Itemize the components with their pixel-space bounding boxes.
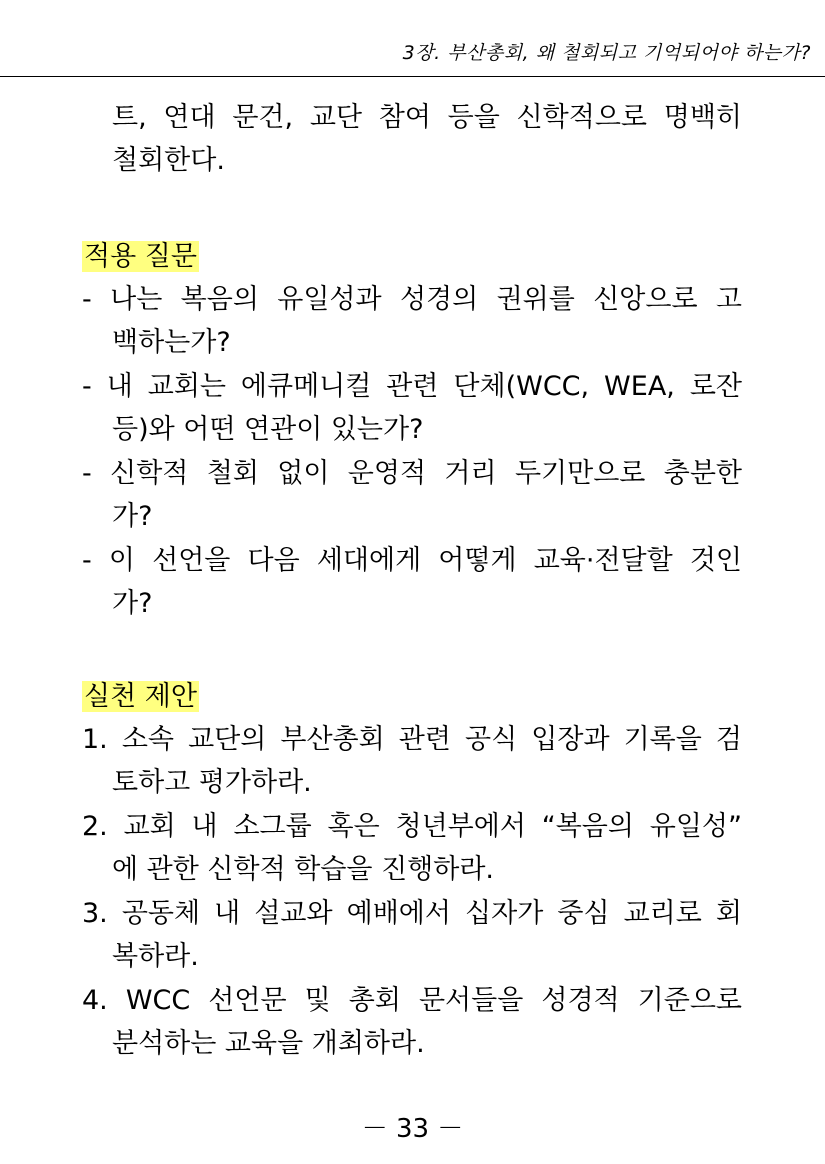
page-body <box>82 96 742 1066</box>
proposal-line-2: 복하라. <box>112 941 199 972</box>
proposal-item <box>82 805 742 891</box>
questions-list <box>82 278 742 625</box>
question-item <box>82 278 742 364</box>
proposal-line-1: 3. 공동체 내 설교와 예배에서 십자가 중심 교리로 회 <box>82 898 742 929</box>
question-line-2: 가? <box>112 588 153 619</box>
proposal-item <box>82 718 742 804</box>
question-item <box>82 452 742 538</box>
question-line-1: - 내 교회는 에큐메니컬 관련 단체(WCC, WEA, 로잔 <box>82 371 742 402</box>
question-line-1: - 나는 복음의 유일성과 성경의 권위를 신앙으로 고 <box>82 284 742 315</box>
page-number: － 33 － <box>361 1114 464 1144</box>
proposals-list <box>82 718 742 1065</box>
question-line-1: - 이 선언을 다음 세대에게 어떻게 교육·전달할 것인 <box>82 545 742 576</box>
question-item <box>82 365 742 451</box>
question-item <box>82 539 742 625</box>
proposal-line-1: 2. 교회 내 소그룹 혹은 청년부에서 “복음의 유일성” <box>82 811 742 842</box>
proposal-line-2: 분석하는 교육을 개최하라. <box>112 1028 425 1059</box>
intro-line-1: 트, 연대 문건, 교단 참여 등을 신학적으로 명백히 <box>112 102 742 133</box>
proposal-item <box>82 892 742 978</box>
header-rule <box>0 76 825 77</box>
intro-line-2: 철회한다. <box>112 145 225 176</box>
question-line-2: 가? <box>112 501 153 532</box>
running-header: 3장. 부산총회, 왜 철회되고 기억되어야 하는가? <box>402 42 811 64</box>
question-line-2: 등)와 어떤 연관이 있는가? <box>112 414 424 445</box>
proposal-line-1: 4. WCC 선언문 및 총회 문서들을 성경적 기준으로 <box>82 985 742 1016</box>
proposal-line-2: 토하고 평가하라. <box>112 767 312 798</box>
proposals-heading-row <box>82 675 742 718</box>
question-line-1: - 신학적 철회 없이 운영적 거리 두기만으로 충분한 <box>82 458 742 489</box>
question-line-2: 백하는가? <box>112 327 231 358</box>
questions-heading: 적용 질문 <box>84 241 197 272</box>
proposals-heading: 실천 제안 <box>84 681 197 712</box>
questions-heading-row <box>82 235 742 278</box>
intro-paragraph <box>82 96 742 182</box>
proposal-line-2: 에 관한 신학적 학습을 진행하라. <box>112 854 494 885</box>
proposal-item <box>82 979 742 1065</box>
proposal-line-1: 1. 소속 교단의 부산총회 관련 공식 입장과 기록을 검 <box>82 724 742 755</box>
